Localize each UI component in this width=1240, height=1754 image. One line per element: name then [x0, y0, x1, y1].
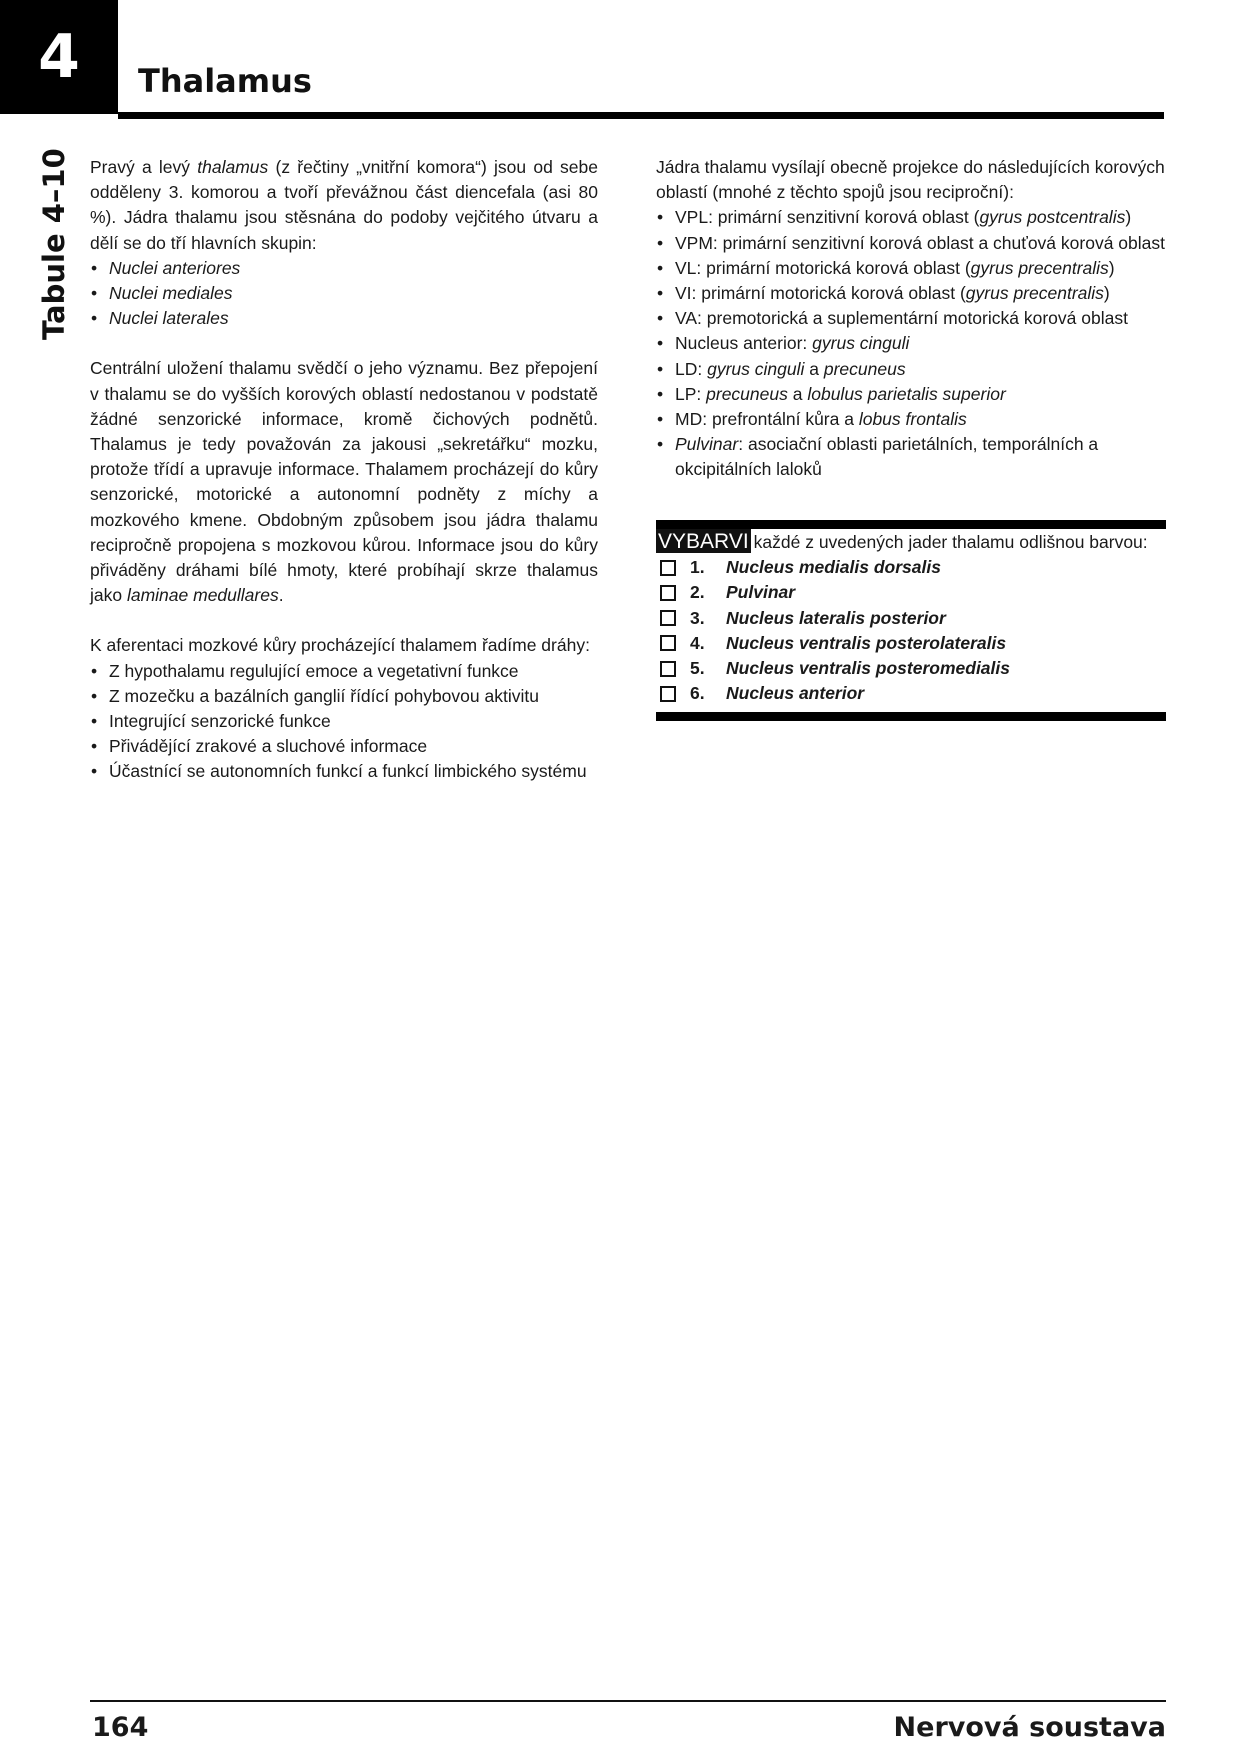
- checkbox[interactable]: [660, 686, 676, 702]
- list-item: • VPM: primární senzitivní korová oblast a chuťová korová oblast: [656, 231, 1166, 256]
- list-item: • Účastnící se autonomních funkcí a funkcí limbického systému: [90, 759, 598, 784]
- list-item: • Nuclei mediales: [90, 281, 598, 306]
- projections-list: [656, 205, 1166, 482]
- checkbox[interactable]: [660, 635, 676, 651]
- significance-paragraph: Centrální uložení thalamu svědčí o jeho významu. Bez přepojení v thalamu se do vyšších korových oblastí nedostanou v podstatě žádné senzorické informace, kromě čichových podnětů. Thalamus je tedy považován za jakousi „sekretářku“ mozku, protože třídí a upravuje informace. Thalamem procházejí do kůry senzorické, motorické a autonomní podněty z míchy a mozkového kmene. Obdobným způsobem jsou jádra thalamu recipročně propojena s mozkovou kůrou. Informace jsou do kůry přiváděny dráhami bílé hmoty, které probíhají skrze thalamus jako laminae medullares.: [90, 358, 598, 606]
- checkbox[interactable]: [660, 560, 676, 576]
- list-item: • Nuclei laterales: [90, 306, 598, 331]
- list-item: • Z hypothalamu regulující emoce a vegetativní funkce: [90, 659, 598, 684]
- coloring-item: 6. Nucleus anterior: [656, 681, 1166, 706]
- list-item: • VPL: primární senzitivní korová oblast (gyrus postcentralis): [656, 205, 1166, 230]
- coloring-item: 3. Nucleus lateralis posterior: [656, 606, 1166, 631]
- chapter-title: Thalamus: [138, 62, 312, 100]
- list-item: • Integrující senzorické funkce: [90, 709, 598, 734]
- list-item: • VL: primární motorická korová oblast (gyrus precentralis): [656, 256, 1166, 281]
- list-item: • VA: premotorická a suplementární motorická korová oblast: [656, 306, 1166, 331]
- side-tab-label: Tabule 4–10: [37, 148, 71, 340]
- coloring-item: 5. Nucleus ventralis posteromedialis: [656, 656, 1166, 681]
- projections-intro: Jádra thalamu vysílají obecně projekce do následujících korových oblastí (mnohé z těchto spojů jsou reciproční):: [656, 157, 1165, 203]
- list-item: • Pulvinar: asociační oblasti parietálních, temporálních a okcipitálních laloků: [656, 432, 1166, 482]
- coloring-box: [656, 520, 1166, 721]
- nuclei-groups-list: [90, 256, 598, 332]
- box-rule-bottom: [656, 712, 1166, 721]
- list-item: • Nuclei anteriores: [90, 256, 598, 281]
- coloring-item: 1. Nucleus medialis dorsalis: [656, 555, 1166, 580]
- afferent-intro: K aferentaci mozkové kůry procházející thalamem řadíme dráhy:: [90, 635, 590, 656]
- chapter-number: 4: [0, 0, 118, 114]
- right-column: [656, 155, 1166, 483]
- section-name: Nervová soustava: [893, 1712, 1166, 1743]
- list-item: • Nucleus anterior: gyrus cinguli: [656, 331, 1166, 356]
- page-number: 164: [92, 1712, 149, 1743]
- coloring-item: 2. Pulvinar: [656, 580, 1166, 605]
- list-item: • LD: gyrus cinguli a precuneus: [656, 357, 1166, 382]
- coloring-instruction: VYBARVI každé z uvedených jader thalamu odlišnou barvou:: [658, 530, 1148, 553]
- checkbox[interactable]: [660, 661, 676, 677]
- box-rule-top: [656, 520, 1166, 529]
- list-item: • Přivádějící zrakové a sluchové informace: [90, 734, 598, 759]
- vybarvi-label: VYBARVI: [658, 530, 749, 553]
- pathways-list: [90, 659, 598, 785]
- list-item: • LP: precuneus a lobulus parietalis superior: [656, 382, 1166, 407]
- left-column: [90, 155, 598, 785]
- coloring-item: 4. Nucleus ventralis posterolateralis: [656, 631, 1166, 656]
- checkbox[interactable]: [660, 585, 676, 601]
- list-item: • VI: primární motorická korová oblast (gyrus precentralis): [656, 281, 1166, 306]
- list-item: • Z mozečku a bazálních ganglií řídící pohybovou aktivitu: [90, 684, 598, 709]
- list-item: • MD: prefrontální kůra a lobus frontalis: [656, 407, 1166, 432]
- coloring-items: [656, 555, 1166, 706]
- footer-rule: [90, 1700, 1166, 1702]
- intro-paragraph: Pravý a levý thalamus (z řečtiny „vnitřní komora“) jsou od sebe odděleny 3. komorou a tvoří převážnou část diencefala (asi 80 %). Jádra thalamu jsou stěsnána do podoby vejčitého útvaru a dělí se do tří hlavních skupin:: [90, 157, 598, 253]
- checkbox[interactable]: [660, 610, 676, 626]
- header-rule: [118, 112, 1164, 119]
